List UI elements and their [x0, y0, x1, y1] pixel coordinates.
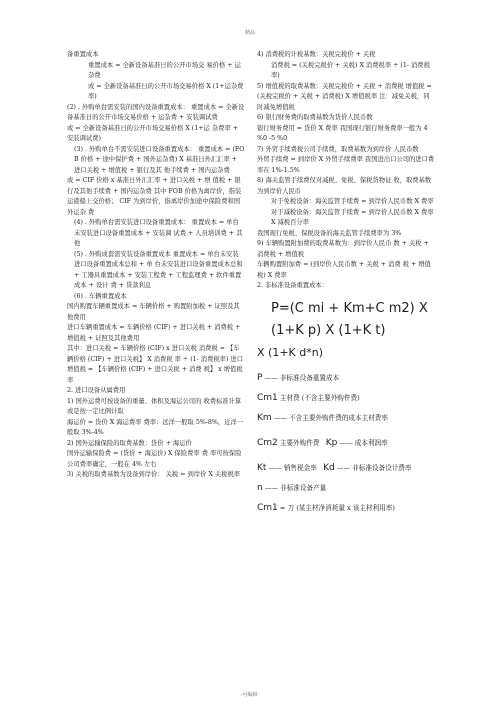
- paragraph: 进口车辆重置成本 = 车辆价格 (CIF) + 进口关税 + 消费税 + 增值税 + 证照及其他费用: [67, 324, 241, 342]
- paragraph: 2. 进口设备从属费用: [67, 387, 126, 394]
- paragraph: 或 = 全新设备基准日的公开市场交易价格 X (1+运 杂费率 + 安装调试费): [67, 124, 239, 142]
- paragraph: 车辆购置附加费 = (到岸价人民币数 + 关税 + 消费 税 + 增值税) X 费率: [257, 261, 431, 279]
- legend-text: 主材费 (不含主要外购件费): [279, 393, 360, 402]
- paragraph: 2. 非标准设备重置成本：: [257, 282, 328, 289]
- paragraph: 4) 消费税的计税基数：关税完税价 + 关税: [257, 51, 376, 58]
- paragraph: 银行财务费用 = 货价 X 费率 我国现行银行财务费率一般为 4 %0 -5 %0: [257, 124, 428, 142]
- paragraph: 我国现行免税、保税设备的海关监管手续费率为 3%: [257, 229, 402, 237]
- formula-line-2: X (1+K d*n): [257, 345, 323, 359]
- paragraph: 5) 增值税的取费基数：关税完税价 + 关税 + 消费税 增值税 = (关税完税价 + 关税 + 消费税) X 增值税率 注：减免关税，同时减免增值税: [257, 82, 432, 111]
- paragraph: 海运价 = 货价 X 海运费率 费率：远洋一般取 5%-8%，近洋一般取 3%-4%: [67, 418, 244, 436]
- paragraph: (6) . 车辆重置成本: [74, 292, 127, 300]
- paragraph: 7) 外贸手续费税公司手续费，取费基数为到岸价 人民币数: [257, 145, 419, 153]
- legend-text: 主要外购件费: [279, 438, 320, 447]
- legend-symbol: Km: [257, 412, 272, 423]
- legend-symbol: Cm2: [257, 437, 278, 448]
- legend-text: —— 不含主要外购件费的成本主材费率: [273, 413, 388, 422]
- formula-line-1: P=(C mi + Km+C m2) X (1+K p) X (1+K t): [271, 300, 428, 338]
- legend-text: —— 非标准设备设计费率: [336, 463, 412, 472]
- right-column: [257, 50, 435, 514]
- page-header: 精品: [244, 30, 255, 36]
- paragraph: 2) 国外运输保险的取费基数：货价 + 海运价: [67, 439, 192, 447]
- paragraph: 9) 车辆购置附加费的取费基数为：到岸价人民币 数 + 关税 + 消费税 + 增值税: [257, 240, 429, 258]
- legend-item: [257, 503, 435, 514]
- legend-symbol: Kt: [257, 462, 267, 473]
- paragraph: (4) . 外购单台需安装进口设备重置成本： 重置成本 = 单台未安装进口设备重置成本 + 安装调 试费 + 人员培训费 + 其他: [74, 219, 243, 247]
- paragraph: 其中：进口关税 = 车辆价格 (CIF) x 进口关税 消费税 = 【车辆价格 (CIF) + 进口关税】 X 消费税 率 ÷ (1- 消费税率) 进口增值税 = 【车辆价格 (CIF) + 进口关税 + 消费 税】 x 增值税率: [67, 345, 244, 384]
- legend-text: —— 成本利润率: [339, 438, 388, 447]
- paragraph: (3) . 外购单台不需安装进口设备重置成本： 重置成本 = (FOB 价格 + 途中保护费 + 国外运杂费) X 基准日外汇汇率 + 进口关税 + 增值税 + 银行及其 他手续费 + 国内运杂费: [74, 145, 245, 174]
- paragraph: 外贸手续费 = 到岸价 X 外贸手续费率 我国进出口公司的进口费率在 1%-1.5%: [257, 156, 435, 174]
- paragraph: (5) . 外购成套需安装设备重置成本 重置成本 = 单台未安装进口设备重置成本总和 + 单 台未安装进口设备重置成本总和 + 工器具重置成本 + 安装工程费 + 工程监理费 + 软件重置成本 + 设计 费 + 贷款利息: [74, 250, 243, 289]
- legend-item: [257, 413, 435, 424]
- paragraph: 8) 海关监管手续费仅对减税、免税、保税货物征 收，取费基数为到岸价人民币: [257, 177, 432, 195]
- legend-text: —— 非标准设备重置成本: [264, 373, 340, 382]
- legend-symbol: Cm1: [257, 502, 278, 513]
- paragraph: 重置成本 = 全新设备基准日的公开市场交 易价格 + 运杂费: [88, 61, 241, 79]
- paragraph: 国外运输保险费 = (货价 + 海运价) X 保险费率 费 率可按保险公司费率确定，一般在 4% 左右: [67, 450, 242, 468]
- left-column: [67, 50, 245, 481]
- paragraph: 对于免税设备：海关监管手续费 = 到岸价人民币数 X 费率 对于减税设备：海关监管手续费 = 到岸价人民币数 X 费率 X 减税百分率: [271, 198, 434, 226]
- page-footer: -可编辑-: [240, 692, 260, 698]
- legend-item: [257, 438, 435, 449]
- legend-symbol: n: [257, 482, 263, 493]
- legend-symbol: Cm1: [257, 392, 278, 403]
- legend-item: [257, 393, 435, 404]
- paragraph: 6) 银行财务费的取费基数为货价人民币数: [257, 114, 373, 121]
- legend-item: [257, 483, 435, 494]
- paragraph: 3) 关税的取费基数为设备到岸价： 关税 = 到岸价 X 关税税率: [67, 471, 241, 478]
- paragraph: 国内购置车辆重置成本 = 车辆价格 + 购置附加税 + 证照及其他费用: [67, 303, 240, 321]
- paragraph: 或 = CIF 价格 x 基准日外汇汇率 + 进口关税 + 增 值税 + 银行及其他手续费 + 国内运杂费 其中 FOB 价格为离岸价，指装运港船上交价格； CIF 为到岸价，指离岸价加途中保险费和国外运杂 费: [67, 177, 242, 216]
- legend-text: —— 销售税金率: [268, 463, 317, 472]
- paragraph: 消费税 = (关税完税价 + 关税) X 消费税率 ÷ (1- 消费税率): [271, 61, 430, 79]
- legend-text: —— 非标准设备产量: [264, 483, 327, 492]
- paragraph: (2) . 外购单台需安装的国内设备重置成本： 重置成本 = 全新设备基准日的公开市场交易价格 + 运杂费 + 安装调试费: [67, 103, 245, 121]
- paragraph: 备重置成本: [67, 51, 99, 58]
- legend-item: [257, 463, 435, 474]
- legend-symbol: P: [257, 372, 263, 383]
- paragraph: 1) 国外运费可按设备的重量、体积及海运公司的 收费标准计算或是按一定比例计取: [67, 397, 242, 415]
- legend-item: [257, 373, 435, 384]
- legend-text: = 刀 (某主材净消耗量 x 该主材利用率): [279, 503, 395, 512]
- paragraph: 或 = 全新设备基准日的公开市场交易价格 X (1+运杂费率): [88, 82, 244, 100]
- legend-symbol: Kp: [325, 437, 338, 448]
- legend-symbol: Kd: [323, 462, 335, 473]
